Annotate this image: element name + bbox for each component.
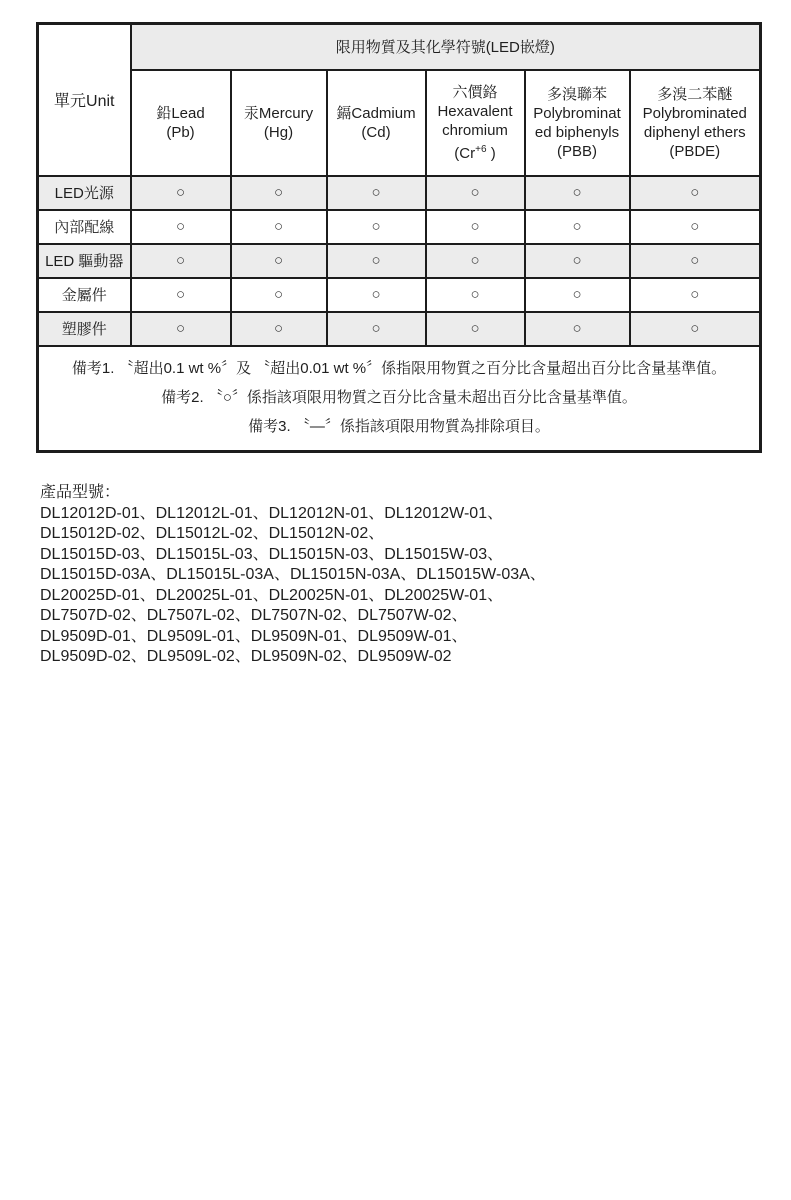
product-models-line: DL12012D-01、DL12012L-01、DL12012N-01、DL12012W-01、 [40,504,504,522]
compliance-mark: ○ [525,312,630,346]
product-models-line: DL9509D-01、DL9509L-01、DL9509N-01、DL9509W-01、 [40,627,468,645]
product-models-line: DL15015D-03A、DL15015L-03A、DL15015N-03A、DL15015W-03A、 [40,566,546,583]
compliance-mark: ○ [327,210,426,244]
substance-column-header: 多溴二苯醚 Polybrominated diphenyl ethers (PBDE) [630,70,761,176]
component-row [38,210,761,244]
substance-header-row [38,70,761,176]
compliance-mark: ○ [630,278,761,312]
product-models-line: DL15012D-02、DL15012L-02、DL15012N-02、 [40,525,385,542]
compliance-mark: ○ [327,176,426,210]
compliance-mark: ○ [630,176,761,210]
product-models-list [40,504,546,668]
compliance-mark: ○ [525,210,630,244]
component-name: 金屬件 [38,278,131,312]
compliance-mark: ○ [131,244,231,278]
compliance-mark: ○ [630,244,761,278]
component-row [38,312,761,346]
component-row [38,176,761,210]
product-models-line: DL15015D-03、DL15015L-03、DL15015N-03、DL15015W-03、 [40,545,504,563]
notes-row [38,346,761,452]
compliance-mark: ○ [327,244,426,278]
compliance-mark: ○ [525,176,630,210]
note-line: 備考3. 〝—〞係指該項限用物質為排除項目。 [248,417,550,435]
product-models-label: 產品型號： [40,484,121,501]
compliance-mark: ○ [231,176,327,210]
component-name: LED光源 [38,176,131,210]
note-line: 備考1. 〝超出0.1 wt %〞及 〝超出0.01 wt %〞係指限用物質之百分比含量超出百分比含量基準值。 [71,359,727,377]
notes-cell [38,346,761,452]
compliance-mark: ○ [630,312,761,346]
substance-column-header: 六價鉻 Hexavalent chromium ($Cr^{+6}$ ) [426,70,525,176]
component-row [38,278,761,312]
table-body [38,176,761,346]
compliance-mark: ○ [131,176,231,210]
compliance-mark: ○ [426,210,525,244]
compliance-mark: ○ [525,278,630,312]
compliance-mark: ○ [231,312,327,346]
substance-column-header: 多溴聯苯 Polybrominat ed biphenyls (PBB) [525,70,630,176]
substance-column-header: 鉛Lead (Pb) [131,70,231,176]
component-name: LED 驅動器 [38,244,131,278]
rohs-declaration-table [36,22,762,453]
component-name: 內部配線 [38,210,131,244]
substance-column-header: 汞Mercury (Hg) [231,70,327,176]
product-models-section [40,483,546,668]
compliance-mark: ○ [327,312,426,346]
restricted-substances-header: 限用物質及其化學符號(LED嵌燈) [131,24,761,70]
compliance-mark: ○ [231,210,327,244]
compliance-mark: ○ [231,278,327,312]
compliance-mark: ○ [131,278,231,312]
compliance-mark: ○ [426,278,525,312]
compliance-mark: ○ [131,312,231,346]
product-models-line: DL9509D-02、DL9509L-02、DL9509N-02、DL9509W-02 [40,648,452,665]
compliance-mark: ○ [426,312,525,346]
product-models-line: DL7507D-02、DL7507L-02、DL7507N-02、DL7507W-02、 [40,607,468,624]
compliance-mark: ○ [426,176,525,210]
compliance-mark: ○ [525,244,630,278]
component-name: 塑膠件 [38,312,131,346]
unit-column-header: 單元Unit [38,24,131,176]
compliance-mark: ○ [426,244,525,278]
substance-column-header: 鎘Cadmium (Cd) [327,70,426,176]
compliance-mark: ○ [231,244,327,278]
note-line: 備考2. 〝○〞係指該項限用物質之百分比含量未超出百分比含量基準值。 [161,388,637,406]
product-models-line: DL20025D-01、DL20025L-01、DL20025N-01、DL20025W-01、 [40,586,504,604]
compliance-mark: ○ [327,278,426,312]
component-row [38,244,761,278]
compliance-mark: ○ [131,210,231,244]
compliance-mark: ○ [630,210,761,244]
